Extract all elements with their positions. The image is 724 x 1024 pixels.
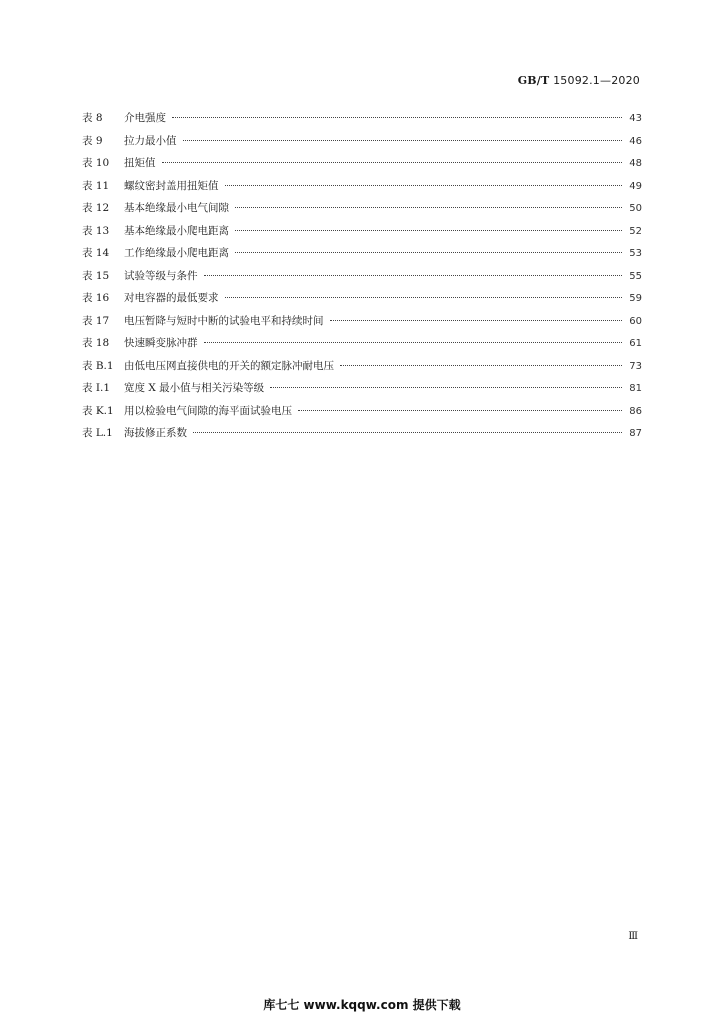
toc-entry-page: 43 [629, 113, 642, 124]
toc-dot-leader [235, 230, 622, 231]
toc-entry-label: 表 16 [82, 292, 110, 304]
toc-entry[interactable] [82, 332, 642, 355]
toc-entry-label: 表 8 [82, 112, 103, 124]
toc-entry[interactable] [82, 130, 642, 153]
toc-entry-title: 由低电压网直接供电的开关的额定脉冲耐电压 [124, 359, 334, 372]
toc-dot-leader [340, 365, 622, 366]
toc-dot-leader [204, 342, 623, 343]
toc-entry-label: 表 K.1 [82, 404, 114, 417]
toc-entry[interactable] [82, 355, 642, 378]
toc-entry-title: 用以检验电气间隙的海平面试验电压 [124, 404, 292, 417]
toc-entry[interactable] [82, 175, 642, 198]
toc-entry-label: 表 11 [82, 179, 110, 192]
toc-dot-leader [298, 410, 622, 411]
toc-entry-page: 53 [629, 248, 642, 259]
toc-entry-page: 48 [629, 158, 642, 169]
standard-number: 15092.1—2020 [553, 74, 640, 87]
toc-entry-label: 表 L.1 [82, 427, 113, 439]
toc-entry-title: 快速瞬变脉冲群 [124, 337, 198, 349]
toc-entry-label: 表 9 [82, 134, 103, 147]
toc-entry[interactable] [82, 377, 642, 400]
toc-entry-title: 拉力最小值 [124, 134, 177, 147]
toc-entry-title: 工作绝缘最小爬电距离 [124, 247, 229, 259]
toc-entry[interactable] [82, 265, 642, 288]
toc-entry-title: 扭矩值 [124, 157, 156, 169]
toc-entry-page: 52 [629, 225, 642, 237]
standard-prefix: GB/T [517, 74, 550, 87]
toc-entry[interactable] [82, 220, 642, 243]
toc-entry-page: 60 [629, 315, 642, 327]
toc-dot-leader [235, 252, 622, 253]
toc-entry-title: 对电容器的最低要求 [124, 292, 219, 304]
toc-entry-label: 表 13 [82, 224, 110, 237]
table-of-contents [82, 107, 642, 445]
toc-entry-page: 59 [629, 293, 642, 304]
toc-entry-title: 螺纹密封盖用扭矩值 [124, 179, 219, 192]
toc-entry-label: 表 I.1 [82, 382, 111, 394]
toc-dot-leader [225, 185, 623, 186]
toc-dot-leader [235, 207, 622, 208]
toc-entry-label: 表 10 [82, 157, 110, 169]
toc-entry-label: 表 12 [82, 202, 110, 214]
toc-entry[interactable] [82, 152, 642, 175]
toc-entry-page: 50 [629, 203, 642, 214]
toc-dot-leader [270, 387, 622, 388]
toc-entry[interactable] [82, 310, 642, 333]
toc-entry[interactable] [82, 107, 642, 130]
toc-entry-title: 试验等级与条件 [124, 269, 198, 282]
toc-dot-leader [193, 432, 622, 433]
toc-entry-title: 电压暂降与短时中断的试验电平和持续时间 [124, 314, 324, 327]
toc-dot-leader [225, 297, 623, 298]
toc-entry[interactable] [82, 287, 642, 310]
toc-entry-label: 表 15 [82, 269, 110, 282]
toc-dot-leader [172, 117, 622, 118]
toc-entry[interactable] [82, 422, 642, 445]
toc-entry-page: 81 [629, 383, 642, 394]
toc-entry[interactable] [82, 400, 642, 423]
toc-entry[interactable] [82, 242, 642, 265]
standard-number-header [518, 74, 640, 87]
toc-entry-title: 基本绝缘最小爬电距离 [124, 224, 229, 237]
toc-dot-leader [183, 140, 623, 141]
toc-entry-label: 表 18 [82, 337, 110, 349]
toc-entry-label: 表 17 [82, 314, 110, 327]
toc-entry-page: 49 [629, 180, 642, 192]
toc-entry-label: 表 B.1 [82, 359, 114, 372]
page-number: Ⅲ [628, 931, 638, 942]
toc-dot-leader [162, 162, 623, 163]
toc-entry-page: 61 [629, 338, 642, 349]
toc-entry-title: 海拔修正系数 [124, 427, 187, 439]
toc-entry-page: 87 [629, 428, 642, 439]
toc-entry-page: 73 [629, 360, 642, 372]
toc-dot-leader [204, 275, 623, 276]
toc-entry-label: 表 14 [82, 247, 110, 259]
toc-entry-page: 55 [629, 270, 642, 282]
toc-entry[interactable] [82, 197, 642, 220]
toc-entry-page: 46 [629, 135, 642, 147]
toc-entry-page: 86 [629, 405, 642, 417]
toc-dot-leader [330, 320, 623, 321]
toc-entry-title: 基本绝缘最小电气间隙 [124, 202, 229, 214]
toc-entry-title: 介电强度 [124, 112, 166, 124]
toc-entry-title: 宽度 X 最小值与相关污染等级 [124, 382, 265, 394]
download-source-footer: 库七七 www.kqqw.com 提供下载 [263, 998, 461, 1012]
